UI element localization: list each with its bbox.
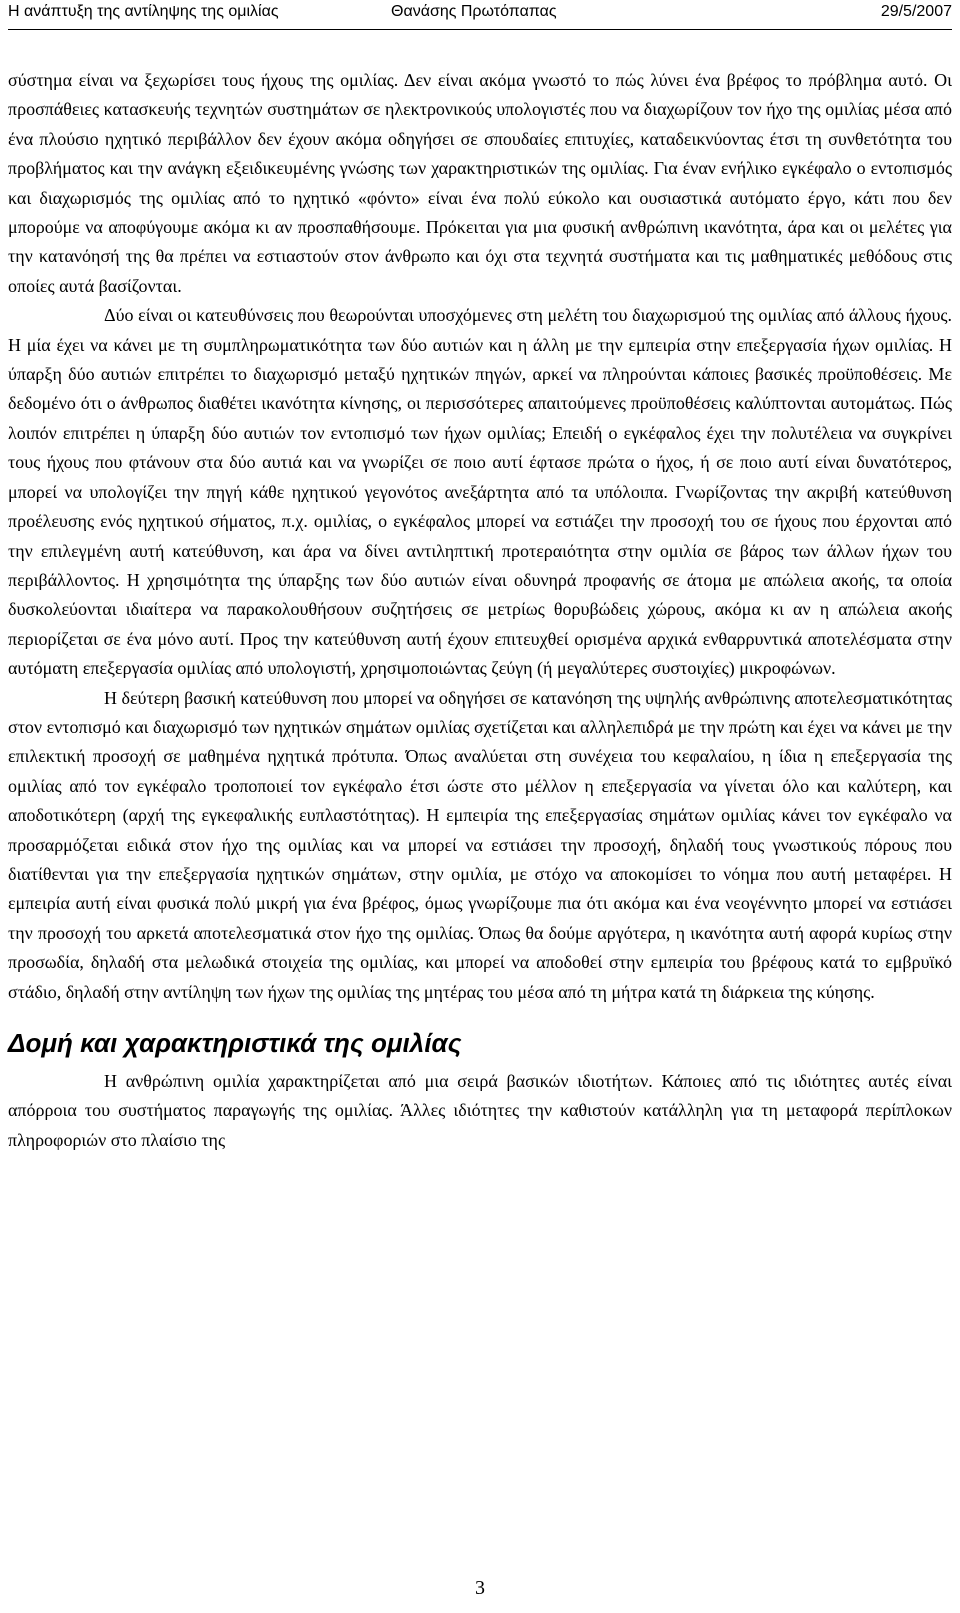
paragraph-continued: σύστημα είναι να ξεχωρίσει τους ήχους της ομιλίας. Δεν είναι ακόμα γνωστό το πώς λύνει ένα βρέφος το πρόβλημα αυτό. Οι προσπάθειες κατασκευής τεχνητών συστημάτων σε ηλεκτρονικούς υπολογιστές που να διαχωρίζουν τον ήχο της ομιλίας μέσα από ένα πλούσιο ηχητικό περιβάλλον δεν έχουν ακόμα οδηγήσει σε σπουδαίες επιτυχίες, καταδεικνύοντας έτσι τη συνθετότητα του προβλήματος και την ανάγκη εξειδικευμένης γνώσης των χαρακτηριστικών της ομιλίας. Για έναν ενήλικο εγκέφαλο ο εντοπισμός και διαχωρισμός της ομιλίας από το ηχητικό «φόντο» είναι ένα πολύ εύκολο και ουσιαστικά αυτόματο έργο, κάτι που δεν μπορούμε να αποφύγουμε ακόμα κι αν προσπαθήσουμε. Πρόκειται για μια φυσική ανθρώπινη ικανότητα, άρα και οι μελέτες για την κατανόησή της θα πρέπει να εστιαστούν στον άνθρωπο και όχι στα τεχνητά συστήματα και τις μαθηματικές μεθόδους στις οποίες αυτά βασίζονται. bbox=[8, 70, 952, 296]
section-paragraph: Η ανθρώπινη ομιλία χαρακτηρίζεται από μια σειρά βασικών ιδιοτήτων. Κάποιες από τις ιδιότητες αυτές είναι απόρροια του συστήματος παραγωγής της ομιλίας. Άλλες ιδιότητες την καθιστούν κατάλληλη για τη μεταφορά περίπλοκων πληροφοριών στο πλαίσιο της bbox=[8, 1071, 952, 1150]
header-rule bbox=[8, 29, 952, 30]
page-header bbox=[8, 0, 952, 26]
header-author: Θανάσης Πρωτόπαπας bbox=[391, 3, 557, 20]
document-body bbox=[8, 66, 952, 1155]
section-heading: Δομή και χαρακτηριστικά της ομιλίας bbox=[8, 1028, 462, 1058]
page-number: 3 bbox=[475, 1577, 485, 1599]
paragraph-two-directions: Δύο είναι οι κατευθύνσεις που θεωρούνται υποσχόμενες στη μελέτη του διαχωρισμού της ομιλίας από άλλους ήχους. Η μία έχει να κάνει με τη συμπληρωματικότητα των δύο αυτιών και η άλλη με την εμπειρία στην επεξεργασία ήχων ομιλίας. Η ύπαρξη δύο αυτιών επιτρέπει το διαχωρισμό μεταξύ ηχητικών πηγών, αρκεί να πληρούνται κάποιες βασικές προϋποθέσεις. Με δεδομένο ότι ο άνθρωπος διαθέτει ικανότητα κίνησης, οι περισσότερες απαιτούμενες προϋποθέσεις καλύπτονται αυτομάτως. Πώς λοιπόν επιτρέπει η ύπαρξη δύο αυτιών τον εντοπισμό των ήχων ομιλίας; Επειδή ο εγκέφαλος έχει την πολυτέλεια να συγκρίνει τους ήχους που φτάνουν στα δύο αυτιά και να γνωρίζει σε ποιο αυτί έφτασε πρώτα ο ήχος, ή σε ποιο αυτί είναι δυνατότερος, μπορεί να υπολογίζει την πηγή κάθε ηχητικού γεγονότος ανεξάρτητα από τα υπόλοιπα. Γνωρίζοντας την ακριβή κατεύθυνση προέλευσης ενός ηχητικού σήματος, π.χ. ομιλίας, ο εγκέφαλος μπορεί να εστιάζει την προσοχή του σε ήχους που έρχονται από την επιλεγμένη αυτή κατεύθυνση, και άρα να δίνει αντιληπτική προτεραιότητα στην ομιλία σε βάρος των άλλων ήχων του περιβάλλοντος. Η χρησιμότητα της ύπαρξης των δύο αυτιών είναι οδυνηρά προφανής σε άτομα με απώλεια ακοής, τα οποία δυσκολεύονται ιδιαίτερα να παρακολουθήσουν συζητήσεις σε μετρίως θορυβώδεις χώρους, ακόμα κι αν η απώλεια ακοής περιορίζεται σε ένα μόνο αυτί. Προς την κατεύθυνση αυτή έχουν επιτευχθεί ορισμένα αρχικά ενθαρρυντικά αποτελέσματα στην αυτόματη επεξεργασία ομιλίας από υπολογιστή, χρησιμοποιώντας ζεύγη (ή μεγαλύτερες συστοιχίες) μικροφώνων. bbox=[8, 305, 952, 679]
header-date: 29/5/2007 bbox=[880, 3, 952, 20]
paragraph-second-direction: Η δεύτερη βασική κατεύθυνση που μπορεί να οδηγήσει σε κατανόηση της υψηλής ανθρώπινης αποτελεσματικότητας στον εντοπισμό και διαχωρισμό των ηχητικών σημάτων ομιλίας σχετίζεται και αλληλεπιδρά με την πρώτη και έχει να κάνει με την επιλεκτική προσοχή σε μαθημένα ηχητικά πρότυπα. Όπως αναλύεται στη συνέχεια του κεφαλαίου, η ίδια η επεξεργασία της ομιλίας από τον εγκέφαλο τροποποιεί τον εγκέφαλο έτσι ώστε στο μέλλον η επεξεργασία να γίνεται όλο και καλύτερη, και αποδοτικότερη (αρχή της εγκεφαλικής ευπλαστότητας). Η εμπειρία της επεξεργασίας σημάτων ομιλίας κάνει τον εγκέφαλο να προσαρμόζεται ειδικά στον ήχο της ομιλίας και να μπορεί να εστιάσει την προσοχή, δηλαδή τους γνωστικούς πόρους που διατίθενται για την επεξεργασία ηχητικών σημάτων, στην ομιλία, με στόχο να αποκομίσει το νόημα που αυτή μεταφέρει. Η εμπειρία αυτή είναι φυσικά πολύ μικρή για ένα βρέφος, όμως γνωρίζουμε πια ότι ακόμα και ένα νεογέννητο μπορεί να εστιάσει την προσοχή του αρκετά αποτελεσματικά στον ήχο της ομιλίας. Όπως θα δούμε αργότερα, η ικανότητα αυτή αφορά κυρίως στην προσωδία, δηλαδή στα μελωδικά στοιχεία της ομιλίας, και μπορεί να αποδοθεί στην εμπειρία του βρέφους κατά το εμβρυϊκό στάδιο, δηλαδή στην αντίληψη των ήχων της ομιλίας της μητέρας του μέσα από τη μήτρα κατά τη διάρκεια της κύησης. bbox=[8, 687, 952, 1002]
header-chapter-title: Η ανάπτυξη της αντίληψης της ομιλίας bbox=[8, 3, 279, 20]
